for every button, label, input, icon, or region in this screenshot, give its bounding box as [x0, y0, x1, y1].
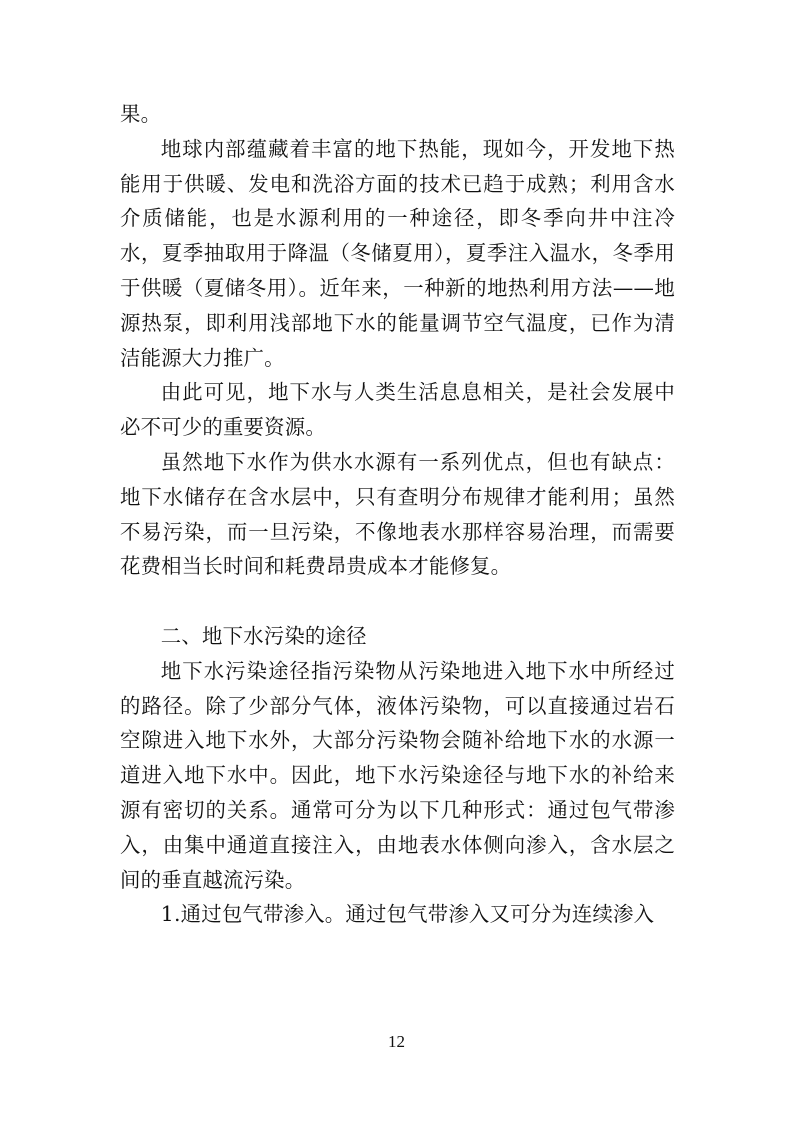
paragraph-importance: 由此可见，地下水与人类生活息息相关，是社会发展中必不可少的重要资源。	[120, 380, 675, 440]
document-body	[120, 97, 675, 932]
page-number: 12	[388, 1032, 405, 1051]
paragraph-pollution-pathways: 地下水污染途径指污染物从污染地进入地下水中所经过的路径。除了少部分气体，液体污染物，可以直接通过岩石空隙进入地下水外，大部分污染物会随补给地下水的水源一道进入地下水中。因此，地下水污染途径与地下水的补给来源有密切的关系。通常可分为以下几种形式：通过包气带渗入，由集中通道直接注入，由地表水体侧向渗入，含水层之间的垂直越流污染。	[120, 658, 675, 892]
paragraph-pros-cons: 虽然地下水作为供水水源有一系列优点，但也有缺点：地下水储存在含水层中，只有查明分布规律才能利用；虽然不易污染，而一旦污染，不像地表水那样容易治理，而需要花费相当长时间和耗费昂贵成本才能修复。	[120, 449, 675, 579]
paragraph-list-item-1: 1.通过包气带渗入。通过包气带渗入又可分为连续渗入	[160, 902, 655, 927]
section-heading: 二、地下水污染的途径	[160, 623, 367, 648]
paragraph-geothermal: 地球内部蕴藏着丰富的地下热能，现如今，开发地下热能用于供暖、发电和洗浴方面的技术已趋于成熟；利用含水介质储能，也是水源利用的一种途径，即冬季向井中注冷水，夏季抽取用于降温（冬储夏用），夏季注入温水，冬季用于供暖（夏储冬用）。近年来，一种新的地热利用方法——地源热泵，即利用浅部地下水的能量调节空气温度，已作为清洁能源大力推广。	[120, 136, 675, 370]
continuation-text: 果。	[120, 102, 162, 126]
